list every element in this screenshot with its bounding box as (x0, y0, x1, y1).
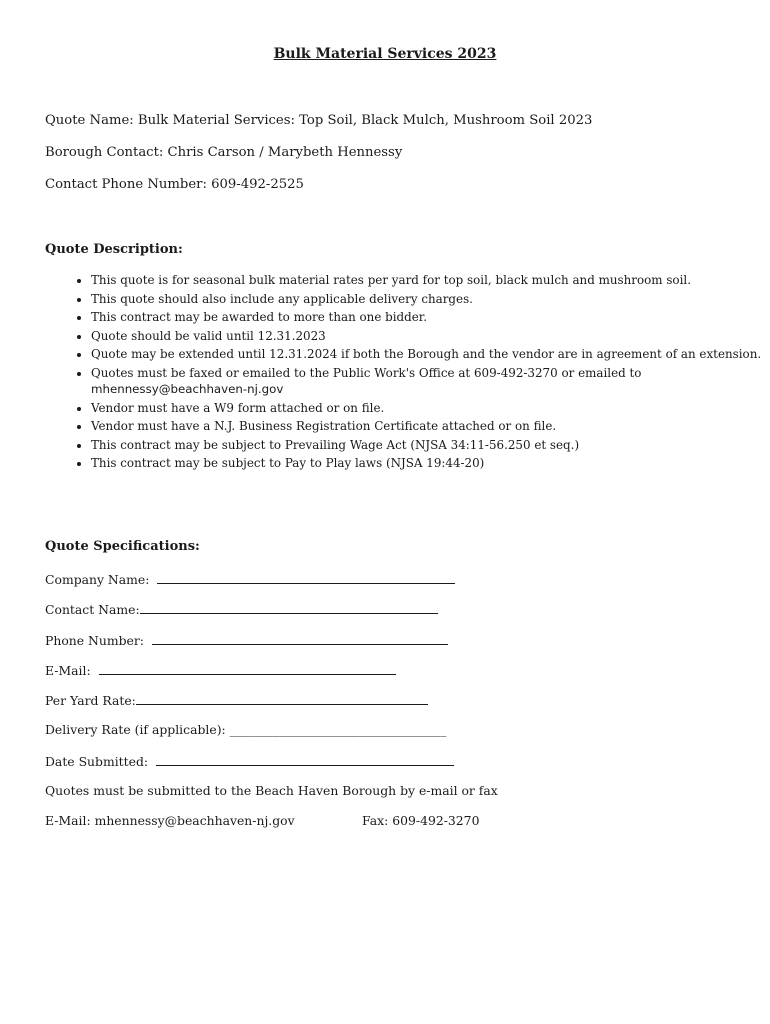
email-label: E-Mail: (45, 663, 91, 678)
specs-heading: Quote Specifications: (45, 539, 200, 554)
date-submitted-input[interactable] (156, 752, 454, 766)
company-name-field (45, 570, 455, 587)
list-item: • This contract may be subject to Pay to Play laws (NJSA 19:44-20) (91, 455, 770, 471)
delivery-rate-field[interactable]: Delivery Rate (if applicable): ___________________________________ (45, 722, 447, 737)
phone-number-field (45, 631, 448, 648)
list-item: • Quote may be extended until 12.31.2024 if both the Borough and the vendor are in agreement of an extension. (91, 346, 770, 362)
contact-name-input[interactable] (140, 600, 438, 614)
list-item: • Vendor must have a N.J. Business Registration Certificate attached or on file. (91, 418, 770, 434)
date-submitted-field (45, 752, 454, 769)
list-item: • Quote should be valid until 12.31.2023 (91, 328, 770, 344)
company-name-input[interactable] (157, 570, 455, 584)
submission-note: Quotes must be submitted to the Beach Haven Borough by e-mail or fax (45, 783, 498, 798)
email-field (45, 661, 396, 678)
contact-phone: Contact Phone Number: 609-492-2525 (45, 177, 304, 192)
per-yard-rate-label: Per Yard Rate: (45, 693, 136, 708)
document-title: Bulk Material Services 2023 (273, 46, 497, 62)
quote-name: Quote Name: Bulk Material Services: Top Soil, Black Mulch, Mushroom Soil 2023 (45, 113, 593, 128)
footer-email: E-Mail: mhennessy@beachhaven-nj.gov (45, 813, 295, 828)
list-item-text: Quotes must be faxed or emailed to the Public Work's Office at 609-492-3270 or emailed to (91, 365, 642, 380)
description-heading: Quote Description: (45, 242, 183, 257)
phone-number-input[interactable] (152, 631, 448, 645)
footer-fax: Fax: 609-492-3270 (362, 813, 480, 828)
list-item: • This contract may be awarded to more than one bidder. (91, 309, 770, 325)
borough-contact: Borough Contact: Chris Carson / Marybeth Hennessy (45, 145, 403, 160)
email-link[interactable]: mhennessy@beachhaven-nj.gov (91, 381, 284, 396)
list-item: • Vendor must have a W9 form attached or on file. (91, 400, 770, 416)
phone-number-label: Phone Number: (45, 633, 144, 648)
date-submitted-label: Date Submitted: (45, 754, 149, 769)
list-item: • This contract may be subject to Prevailing Wage Act (NJSA 34:11-56.250 et seq.) (91, 437, 770, 453)
company-name-label: Company Name: (45, 572, 150, 587)
per-yard-rate-field (45, 691, 428, 708)
contact-name-field (45, 600, 438, 617)
contact-name-label: Contact Name: (45, 602, 140, 617)
per-yard-rate-input[interactable] (136, 691, 428, 705)
list-item: • This quote should also include any applicable delivery charges. (91, 291, 770, 307)
list-item (91, 365, 770, 397)
description-list (45, 272, 770, 474)
list-item: • This quote is for seasonal bulk material rates per yard for top soil, black mulch and mushroom soil. (91, 272, 770, 288)
email-input[interactable] (99, 661, 396, 675)
